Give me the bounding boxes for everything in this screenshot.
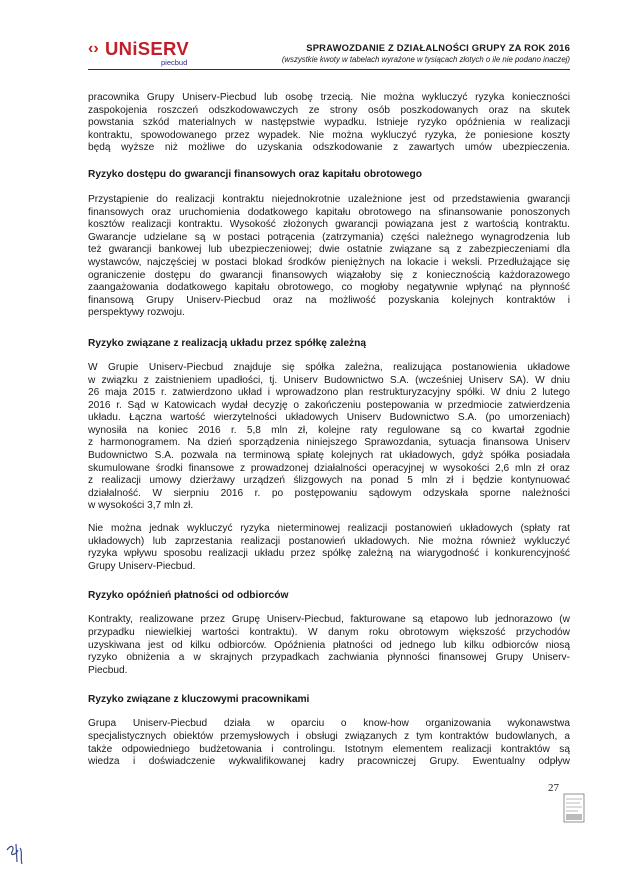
report-note: (wszystkie kwoty w tabelach wyrażone w tysiącach złotych o ile nie podano inaczej) xyxy=(281,55,570,64)
text-line: Grupy Uniserv-Piecbud. xyxy=(88,560,196,572)
text-line: Piecbud. xyxy=(88,664,128,676)
section-financial-guarantees xyxy=(88,168,570,320)
section-paragraph xyxy=(88,523,570,573)
section-payment-delays xyxy=(88,589,570,677)
section-heading: Ryzyko opóźnień płatności od odbiorców xyxy=(88,590,289,602)
logo-subtitle: piecbud xyxy=(161,58,188,67)
text-line: perspektywy rozwoju. xyxy=(88,307,185,319)
text-line: 2016 r. Sąd w Katowicach wydał decyzję o zakończeniu postepowania w przedmiocie zatwierdzenia xyxy=(88,399,570,411)
text-line: kosztów realizacji kontraktu. Wysokość złożonych gwarancji powiązana jest z wartością kontraktu. xyxy=(88,219,570,231)
text-line: pracownika Grupy Uniserv-Piecbud lub osobę trzecią. Nie można wykluczyć ryzyka konieczności xyxy=(88,92,570,103)
section-heading: Ryzyko związane z kluczowymi pracownikami xyxy=(88,694,310,706)
text-line: w wysokości 3,7 mln zł. xyxy=(88,500,194,512)
text-line: działalność. W sierpniu 2016 r. po postępowaniu sądowym odzyskała sporne należności xyxy=(88,487,570,499)
header-divider xyxy=(88,69,570,70)
text-line: 26 maja 2015 r. zatwierdzono układ i wprowadzono plan restrukturyzacyjny spółki. W dniu 2 lutego xyxy=(88,387,570,399)
page-number: 27 xyxy=(548,782,559,794)
text-line: wiedza i doświadczenie wykwalifikowanej kadry pracowniczej Grupy. Ewentualny odpływ xyxy=(88,756,570,768)
text-line: układu. Łączna wartość wierzytelności układowych Uniserv Budownictwo S.A. (po umorzeniach) xyxy=(88,412,570,424)
text-line: Budownictwo S.A. pozwala na terminową spłatę kolejnych rat układowych, gdyż spółka posiadała xyxy=(88,450,570,462)
text-line: wystawców, najczęściej w postaci blokad środków pieniężnych na lokacie i weksli. Przedłużające się xyxy=(88,256,570,268)
handwritten-initials-icon xyxy=(4,840,28,868)
section-arrangement xyxy=(88,337,570,574)
text-line: wynosiła na koniec 2016 r. 5,8 mln zł, kolejne raty regulowane są co kwartał zgodnie xyxy=(88,424,570,436)
section-paragraph xyxy=(88,718,570,768)
stamp-icon xyxy=(563,793,585,823)
section-heading: Ryzyko dostępu do gwarancji finansowych oraz kapitału obrotowego xyxy=(88,168,422,180)
text-line: też gwarancji bankowej lub ubezpieczeniowej; dwie ostatnie związane są z zabezpieczeniami dla xyxy=(88,244,570,256)
section-heading: Ryzyko związane z realizacją układu przez spółkę zależną xyxy=(88,337,367,349)
text-line: W Grupie Uniserv-Piecbud znajduje się spółka zależna, realizująca postanowienia układowe xyxy=(88,361,570,373)
company-logo xyxy=(88,38,198,68)
text-line: kontraktu, spowodowanego przez wypadek. Nie można wykluczyć ryzyka, że poniesione koszty xyxy=(88,129,570,141)
text-line: w związku z zaistnieniem upadłości, tj. Uniserv Budownictwo S.A. (wcześniej Uniserv SA). W dniu xyxy=(88,374,570,386)
text-line: powstania szkód materialnych w następstwie wypadku. Istnieje ryzyko opóźnienia w realizacji xyxy=(88,117,570,129)
text-line: z realizacji umowy dzierżawy urządzeń ślizgowych na ponad 5 mln zł i będzie kontynuować xyxy=(88,475,570,487)
logo-mark-icon: ‹› xyxy=(88,40,99,57)
section-paragraph xyxy=(88,614,570,677)
text-line: ryzyko obniżenia a w skrajnych przypadkach zachwiania płynności finansowej Grupy Uniserv- xyxy=(88,652,570,664)
text-line: zaspokojenia roszczeń odszkodowawczych ze strony osób poszkodowanych oraz na skutek xyxy=(88,104,570,116)
section-key-employees xyxy=(88,693,570,768)
text-line: Gwarancje udzielane są w postaci potrącenia (zatrzymania) części należnego wynagrodzenia lub xyxy=(88,231,570,243)
text-line: będą wyższe niż możliwe do uzyskania odszkodowanie z zawartych umów ubezpieczenia. xyxy=(88,142,570,154)
logo-name: UNiSERV xyxy=(105,38,190,59)
text-line: uzyskiwana jest od kilku odbiorców. Opóźnienia płatności od jednego lub kilku odbiorców niosą xyxy=(88,639,570,651)
text-line: specjalistycznych obiektów przemysłowych i obsługi związanych z tym kontraktów budowlanych, a xyxy=(88,730,570,742)
text-line: finansowych oraz uruchomienia dodatkowego kapitału obrotowego na sfinansowanie ponoszonych xyxy=(88,206,570,218)
text-line: Przystąpienie do realizacji kontraktu niejednokrotnie uzależnione jest od przedstawienia gwarancji xyxy=(88,193,570,205)
text-line: ryzyka wpływu sposobu realizacji układu przez spółkę zależną na wiarygodność i konkurencyjność xyxy=(88,548,570,560)
section-paragraph xyxy=(88,194,570,320)
report-title: SPRAWOZDANIE Z DZIAŁALNOŚCI GRUPY ZA ROK 2016 xyxy=(306,42,570,53)
text-line: Nie można jednak wykluczyć ryzyka nieterminowej realizacji postanowień układowych (spłaty rat xyxy=(88,523,570,535)
text-line: ograniczenie dostępu do gwarancji finansowych wiązałoby się z koniecznością każdorazowego xyxy=(88,269,570,281)
text-line: także odpowiedniego budżetowania i controlingu. Istotnym elementem realizacji kontraktów są xyxy=(88,743,570,755)
text-line: Kontrakty, realizowane przez Grupę Uniserv-Piecbud, fakturowane są etapowo lub jednorazowo (w xyxy=(88,614,570,626)
text-line: finansową Grupy Uniserv-Piecbud oraz na możliwość pozyskania kolejnych kontraktów i xyxy=(88,294,570,306)
intro-paragraph xyxy=(88,92,570,155)
text-line: przypadku niewielkiej wartości kontraktu). W danym roku obrotowym większość przychodów xyxy=(88,627,570,638)
text-line: zaangażowania dodatkowego kapitału obrotowego, co mogłoby negatywnie wpłynąć na płynność xyxy=(88,282,570,294)
text-line: skumulowane środki finansowe z prowadzonej działalności operacyjnej w wysokości 2,6 mln zł oraz xyxy=(88,462,570,474)
text-line: z harmonogramem. Na dzień sporządzenia niniejszego Sprawozdania, sytuacja finansowa Uniserv xyxy=(88,437,570,449)
document-body xyxy=(88,74,570,769)
text-line: Grupa Uniserv-Piecbud działa w oparciu o know-how organizowania wykonawstwa xyxy=(88,718,570,730)
section-paragraph xyxy=(88,362,570,513)
text-line: układowych) lub zaprzestania realizacji postanowień układowych. Nie można również wykluczyć xyxy=(88,535,570,547)
